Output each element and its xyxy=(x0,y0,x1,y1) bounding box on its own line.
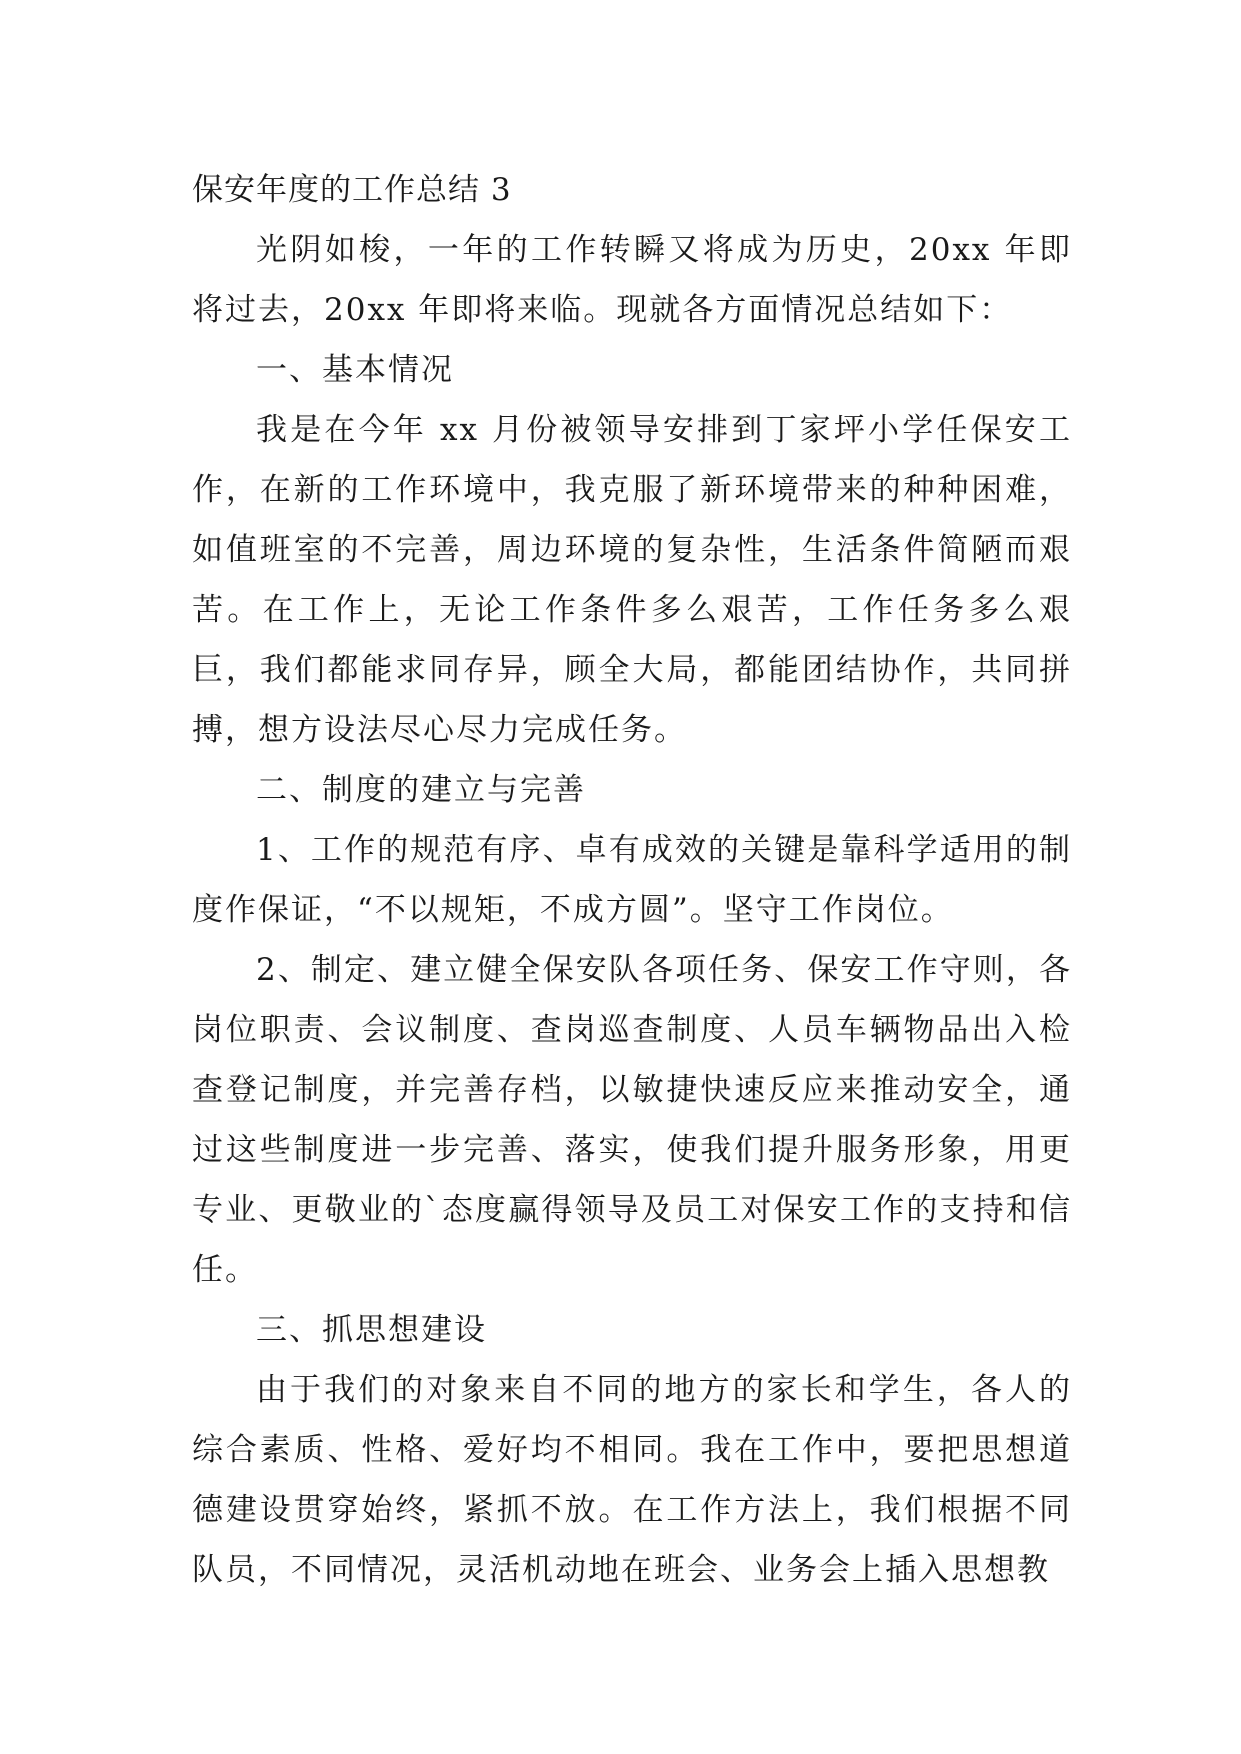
section-heading-ideology: 三、抓思想建设 xyxy=(256,1312,487,1348)
document-title: 保安年度的工作总结 3 xyxy=(192,172,512,208)
section-heading-basic-situation: 一、基本情况 xyxy=(256,352,454,388)
paragraph-basic-situation: 我是在今年 xx 月份被领导安排到丁家坪小学任保安工作，在新的工作环境中，我克服了新环境带来的种种困难，如值班室的不完善，周边环境的复杂性，生活条件简陋而艰苦。在工作上，无论工作条件多么艰苦，工作任务多么艰巨，我们都能求同存异，顾全大局，都能团结协作，共同拼搏，想方设法尽心尽力完成任务。 xyxy=(192,412,1072,748)
section-heading-system-building: 二、制度的建立与完善 xyxy=(256,772,586,808)
paragraph-system-item-1: 1、工作的规范有序、卓有成效的关键是靠科学适用的制度作保证，“不以规矩，不成方圆”。坚守工作岗位。 xyxy=(192,832,1072,928)
paragraph-ideology: 由于我们的对象来自不同的地方的家长和学生，各人的综合素质、性格、爱好均不相同。我在工作中，要把思想道德建设贯穿始终，紧抓不放。在工作方法上，我们根据不同队员，不同情况，灵活机动地在班会、业务会上插入思想教 xyxy=(192,1372,1072,1588)
paragraph-system-item-2: 2、制定、建立健全保安队各项任务、保安工作守则，各岗位职责、会议制度、查岗巡查制度、人员车辆物品出入检查登记制度，并完善存档，以敏捷快速反应来推动安全，通过这些制度进一步完善、落实，使我们提升服务形象，用更专业、更敬业的`态度赢得领导及员工对保安工作的支持和信任。 xyxy=(192,952,1072,1288)
paragraph-intro: 光阴如梭，一年的工作转瞬又将成为历史，20xx 年即将过去，20xx 年即将来临。现就各方面情况总结如下： xyxy=(192,232,1072,328)
document-body xyxy=(192,160,1072,1600)
